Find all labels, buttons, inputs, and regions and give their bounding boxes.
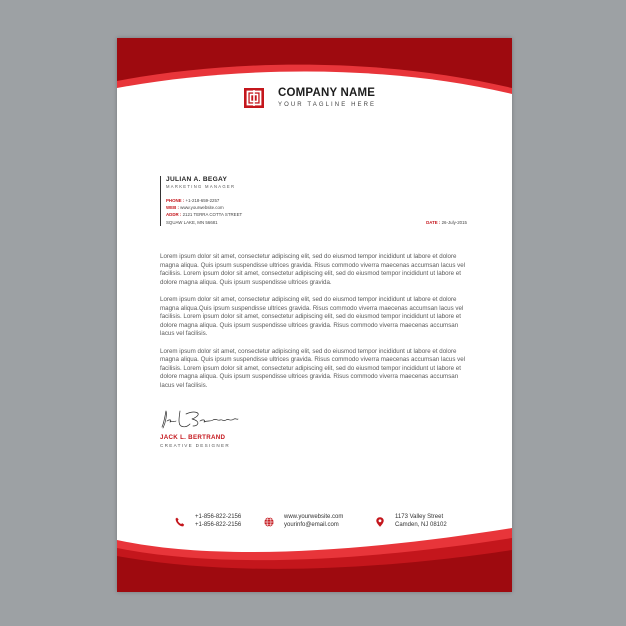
letter-body: [160, 253, 471, 399]
footer-phone: +1-856-822-2156 +1-856-822-2156: [175, 514, 241, 529]
company-name: COMPANY NAME: [278, 87, 376, 99]
sender-addr-line: ADDR : 2121 TERRA COTTA STREET: [166, 212, 243, 218]
sender-addr-line-2: SQUAW LAKE, MN 56681: [166, 219, 218, 225]
sender-block: [160, 176, 242, 226]
body-paragraph: Lorem ipsum dolor sit amet, consectetur adipiscing elit, sed do eiusmod tempor incididunt ut labore et dolore magna aliqua.Quis ipsum suspendisse ultrices gravida. Risus commodo viverra maecenas accumsan lacus vel facilisis. Lorem ipsum dolor sit amet, consectetur adipiscing elit, sed do eiusmod tempor incididunt ut labore et dolore magna aliqua. Quis ipsum suspendisse ultrices gravida. Risus commodo viverra maecenas accumsan lacus vel facilisis.: [160, 295, 464, 338]
sender-contact: [166, 197, 242, 226]
sender-title: MARKETING MANAGER: [166, 184, 236, 189]
company-tagline: YOUR TAGLINE HERE: [278, 102, 377, 108]
body-paragraph: Lorem ipsum dolor sit amet, consectetur adipiscing elit, sed do eiusmod tempor incididunt ut labore et dolore magna aliqua. Quis ipsum suspendisse ultrices gravida. Risus commodo viverra maecenas accumsan lacus vel facilisis. Lorem ipsum dolor sit amet, consectetur adipiscing elit, sed do eiusmod tempor incididunt ut labore et dolore magna aliqua. Quis ipsum suspendisse ultrices gravida.: [160, 253, 466, 286]
signer-name: JACK L. BERTRAND: [160, 434, 226, 441]
sender-name: JULIAN A. BEGAY: [166, 176, 228, 183]
company-header: [244, 87, 376, 108]
footer-web: www.yourwebsite.com yourinfo@email.com: [264, 514, 343, 529]
handwritten-signature: [160, 408, 240, 432]
bottom-wave-decoration: [117, 522, 512, 592]
signer-block: [160, 434, 230, 448]
signer-title: CREATIVE DESIGNER: [160, 443, 231, 448]
footer-address: 1173 Valley Street Camden, NJ 08102: [375, 514, 447, 529]
sender-web-line: WEB : www.yourwebsite.com: [166, 205, 224, 211]
letterhead-page: [117, 38, 512, 592]
body-paragraph: Lorem ipsum dolor sit amet, consectetur adipiscing elit, sed do eiusmod tempor incididunt ut labore et dolore magna aliqua. Quis ipsum suspendisse ultrices gravida. Risus commodo viverra maecenas accumsan lacus vel facilisis. Lorem ipsum dolor sit amet, consectetur adipiscing elit, sed do eiusmod tempor incididunt ut labore et dolore magna aliqua. Quis ipsum suspendisse ultrices gravida. Risus commodo viverra maecenas accumsan lacus vel facilisis.: [160, 347, 466, 389]
letter-date: DATE : 26-July-2015: [426, 220, 467, 225]
sender-phone-line: PHONE : +1-218-659-2257: [166, 198, 220, 203]
company-logo-icon: [244, 88, 264, 108]
